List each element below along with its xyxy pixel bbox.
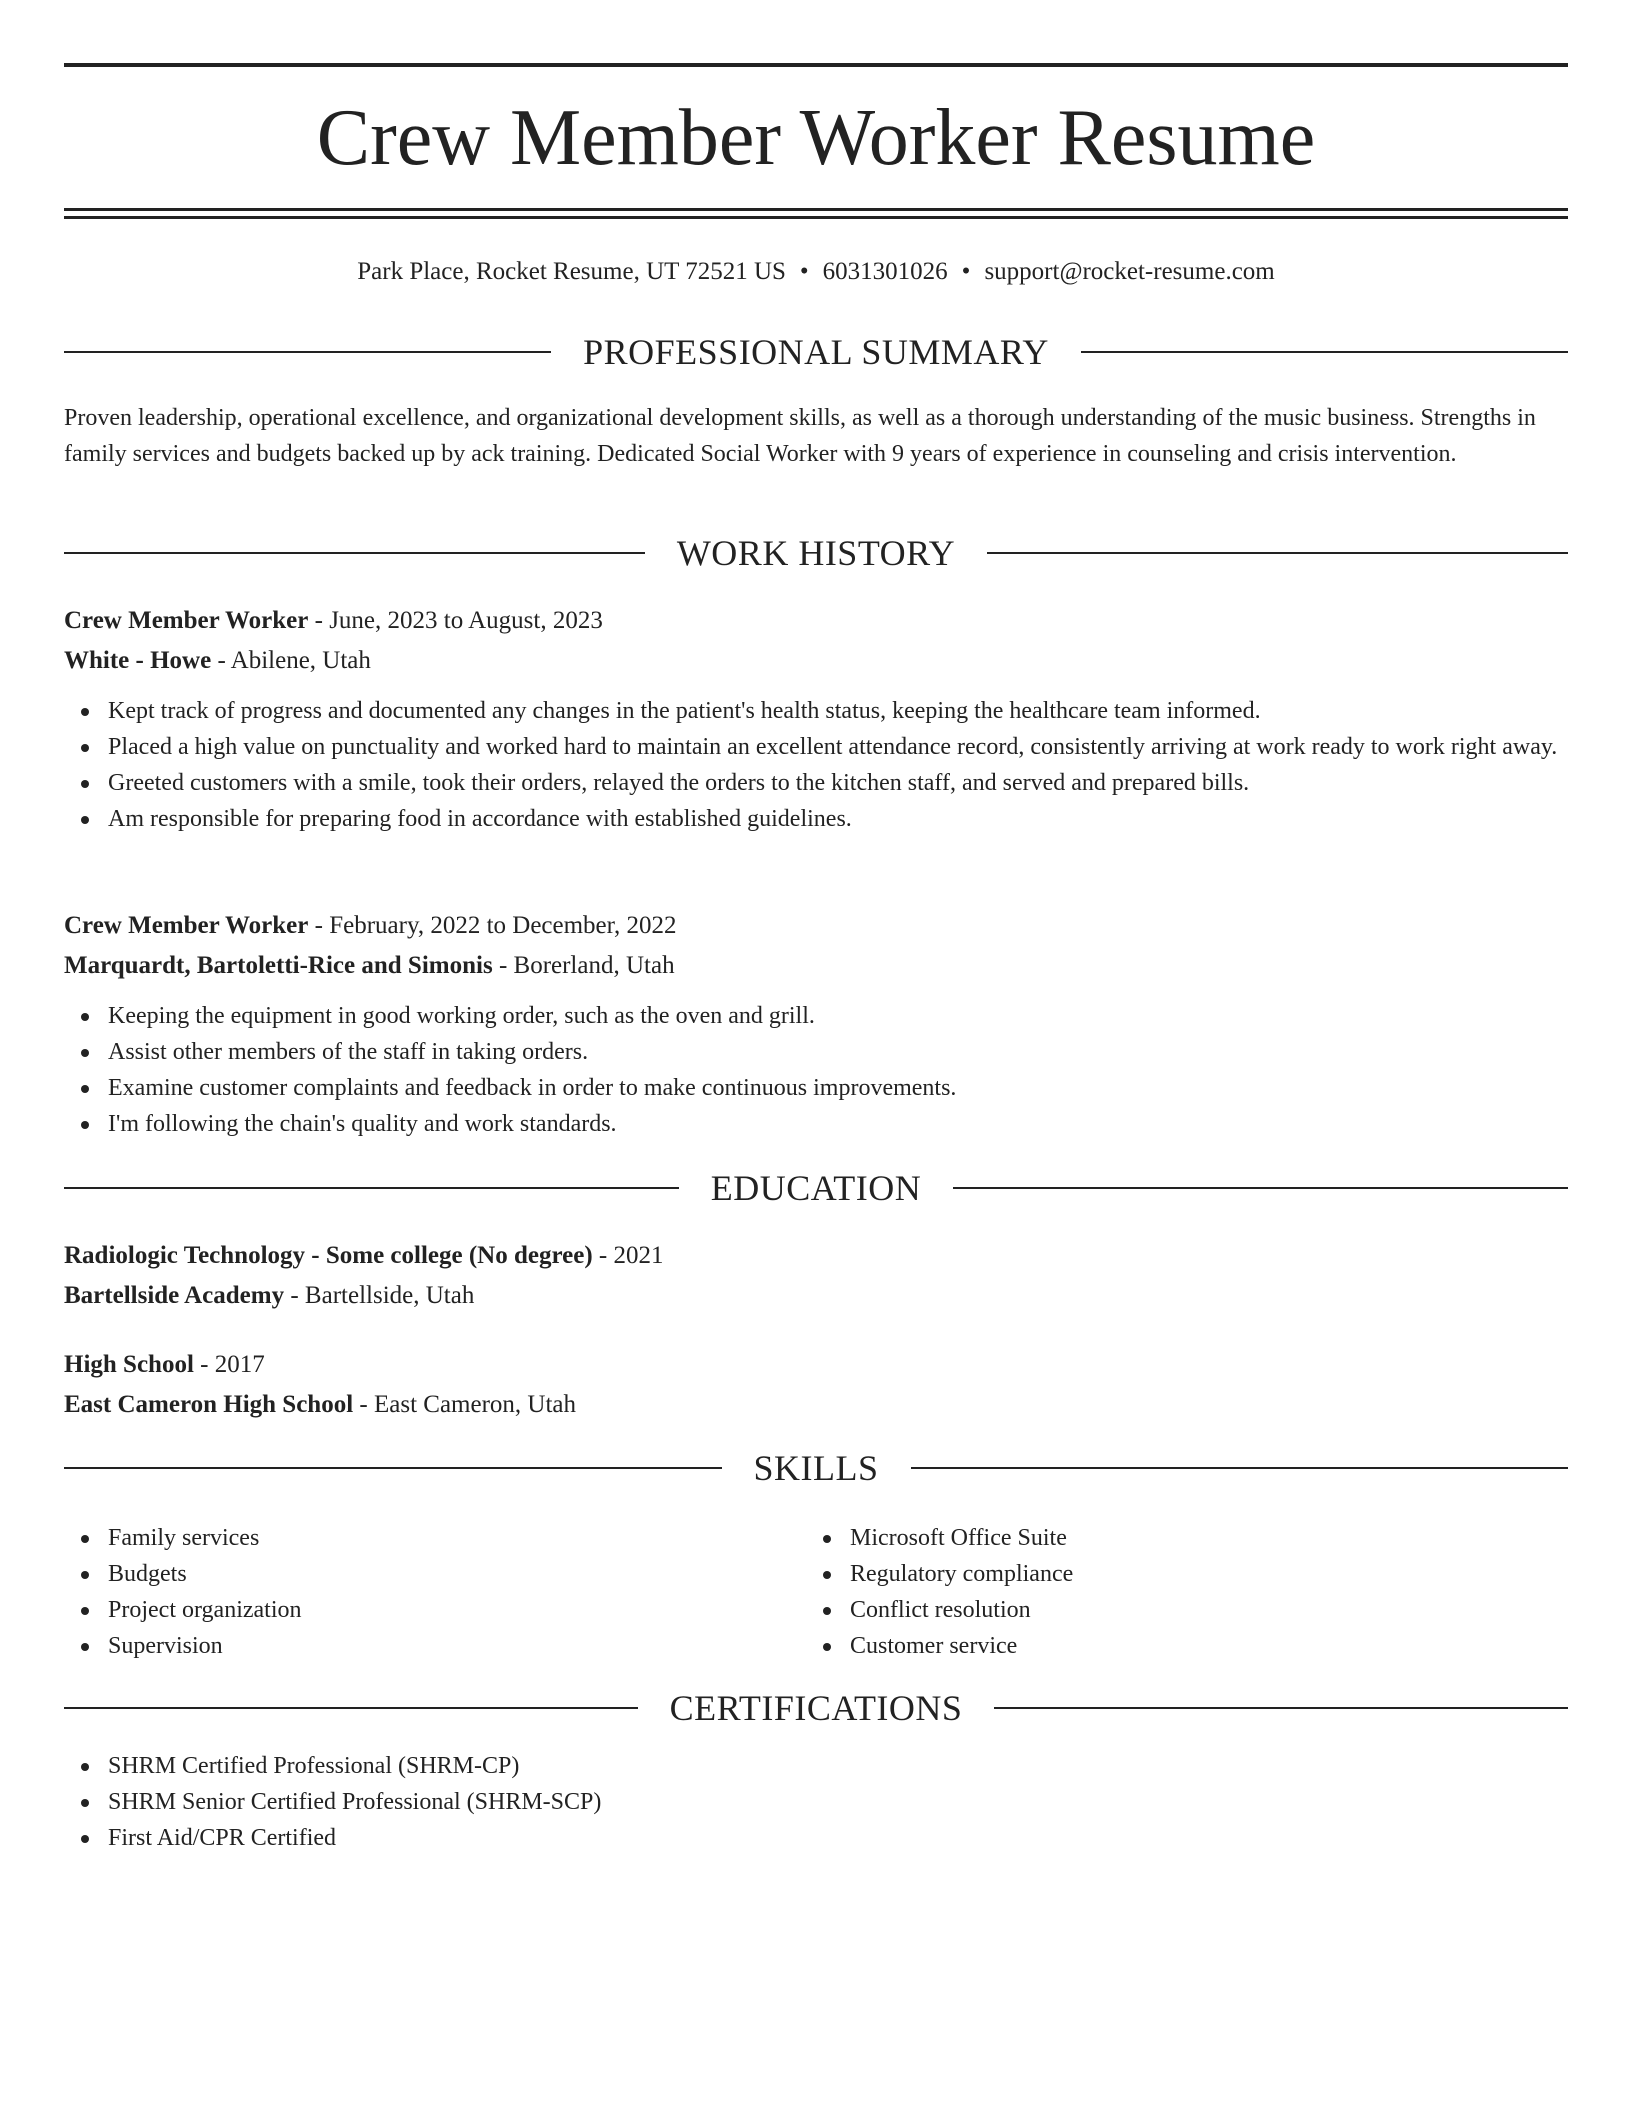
section-rule-right: [1081, 351, 1568, 353]
job-title: Crew Member Worker: [64, 607, 309, 634]
list-item: Regulatory compliance: [806, 1556, 1568, 1592]
list-item: Microsoft Office Suite: [806, 1520, 1568, 1556]
list-item: Kept track of progress and documented any changes in the patient's health status, keeping the healthcare team informed.: [64, 693, 1568, 729]
certifications-list: [64, 1748, 1568, 1856]
job-dates: - June, 2023 to August, 2023: [308, 607, 603, 634]
contact-separator: •: [799, 258, 809, 285]
summary-text: Proven leadership, operational excellence, and organizational development skills, as well as a thorough understanding of the music business. Strengths in family services and budgets backed up by ack training. Dedicated Social Worker with 9 years of experience in counseling and crisis intervention.: [64, 405, 1536, 467]
job-company: White - Howe: [64, 647, 212, 674]
top-rule: [64, 63, 1568, 67]
section-header-education: [64, 1166, 1568, 1210]
list-item: SHRM Senior Certified Professional (SHRM-SCP): [64, 1784, 1568, 1820]
section-rule-left: [64, 1707, 638, 1709]
list-item: Budgets: [64, 1556, 806, 1592]
education-degree-line: [64, 1236, 1568, 1276]
section-title: CERTIFICATIONS: [669, 1688, 963, 1728]
education-degree: High School: [64, 1351, 194, 1378]
section-rule-left: [64, 552, 645, 554]
section-title: SKILLS: [753, 1448, 879, 1488]
section-title: EDUCATION: [710, 1168, 922, 1208]
section-rule-right: [911, 1467, 1569, 1469]
job-entry: [64, 601, 1568, 837]
job-bullets: [64, 998, 1568, 1142]
list-item: Conflict resolution: [806, 1592, 1568, 1628]
education-school-line: [64, 1276, 1568, 1316]
job-title-line: [64, 601, 1568, 641]
section-rule-left: [64, 1187, 679, 1189]
job-company-line: [64, 946, 1568, 986]
education-degree-line: [64, 1345, 1568, 1385]
education-location: - East Cameron, Utah: [353, 1391, 577, 1418]
list-item: Am responsible for preparing food in accordance with established guidelines.: [64, 801, 1568, 837]
section-title: WORK HISTORY: [676, 533, 956, 573]
section-header-skills: [64, 1446, 1568, 1490]
list-item: Keeping the equipment in good working order, such as the oven and grill.: [64, 998, 1568, 1034]
education-school-line: [64, 1385, 1568, 1425]
list-item: I'm following the chain's quality and work standards.: [64, 1106, 1568, 1142]
list-item: Placed a high value on punctuality and worked hard to maintain an excellent attendance record, consistently arriving at work ready to work right away.: [64, 729, 1568, 765]
education-year: - 2017: [193, 1351, 265, 1378]
certifications-block: [64, 1748, 1568, 1856]
contact-phone: 6031301026: [822, 258, 948, 285]
education-school: East Cameron High School: [64, 1391, 354, 1418]
job-company-line: [64, 641, 1568, 681]
section-rule-right: [987, 552, 1568, 554]
job-title-line: [64, 906, 1568, 946]
section-rule-left: [64, 1467, 722, 1469]
list-item: Assist other members of the staff in taking orders.: [64, 1034, 1568, 1070]
job-dates: - February, 2022 to December, 2022: [308, 912, 677, 939]
list-item: First Aid/CPR Certified: [64, 1820, 1568, 1856]
education-entry: [64, 1236, 1568, 1316]
skills-columns: [64, 1520, 1568, 1664]
contact-address: Park Place, Rocket Resume, UT 72521 US: [357, 258, 786, 285]
job-location: - Abilene, Utah: [211, 647, 371, 674]
list-item: Project organization: [64, 1592, 806, 1628]
list-item: Greeted customers with a smile, took their orders, relayed the orders to the kitchen staff, and served and prepared bills.: [64, 765, 1568, 801]
section-rule-right: [994, 1707, 1568, 1709]
education-school: Bartellside Academy: [64, 1282, 285, 1309]
job-title: Crew Member Worker: [64, 912, 309, 939]
title-rule-lower: [64, 216, 1568, 219]
resume-title: Crew Member Worker Resume: [316, 94, 1316, 182]
section-header-certifications: [64, 1686, 1568, 1730]
job-entry: [64, 906, 1568, 1142]
section-rule-right: [953, 1187, 1568, 1189]
list-item: Supervision: [64, 1628, 806, 1664]
skills-list-left: [64, 1520, 806, 1664]
section-header-summary: [64, 330, 1568, 374]
job-bullets: [64, 693, 1568, 837]
job-company: Marquardt, Bartoletti-Rice and Simonis: [64, 952, 493, 979]
title-rule-upper: [64, 208, 1568, 211]
education-year: - 2021: [592, 1242, 664, 1269]
education-entry: [64, 1345, 1568, 1425]
list-item: Examine customer complaints and feedback in order to make continuous improvements.: [64, 1070, 1568, 1106]
education-degree: Radiologic Technology - Some college (No degree): [64, 1242, 593, 1269]
section-rule-left: [64, 351, 551, 353]
section-header-work-history: [64, 531, 1568, 575]
list-item: SHRM Certified Professional (SHRM-CP): [64, 1748, 1568, 1784]
list-item: Customer service: [806, 1628, 1568, 1664]
section-title: PROFESSIONAL SUMMARY: [583, 332, 1049, 372]
contact-email: support@rocket-resume.com: [984, 258, 1275, 285]
education-location: - Bartellside, Utah: [284, 1282, 475, 1309]
contact-separator: •: [961, 258, 971, 285]
skills-list-right: [806, 1520, 1568, 1664]
job-location: - Borerland, Utah: [492, 952, 675, 979]
contact-line: [64, 254, 1568, 290]
list-item: Family services: [64, 1520, 806, 1556]
